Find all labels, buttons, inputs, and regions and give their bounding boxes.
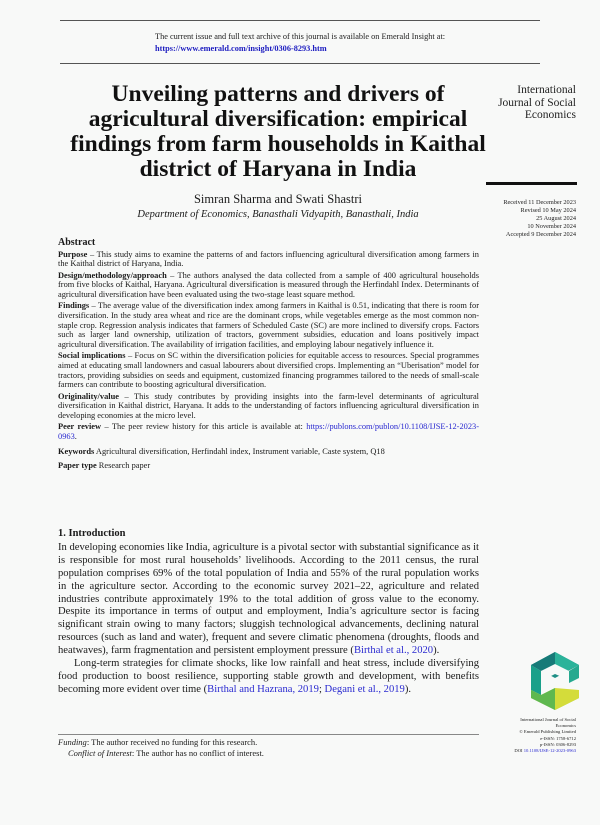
date-revised: 10 November 2024 [527, 223, 576, 230]
journal-archive-link[interactable]: https://www.emerald.com/insight/0306-8293.htm [155, 44, 327, 53]
journal-name-line: Journal of Social [498, 96, 576, 109]
date-revised: 25 August 2024 [536, 215, 576, 222]
keywords: Keywords Agricultural diversification, Herfindahl index, Instrument variable, Caste system, Q18 [58, 446, 385, 456]
conflict-note: Conflict of Interest: The author has no conflict of interest. [68, 748, 264, 758]
intro-paragraph: In developing economies like India, agriculture is a pivotal sector with substantial significance as it is responsible for most rural households’ livelihoods. According to the 2011 census, the rural population comprises 69% of the total population of India and 55% of the rural population works in the agriculture sector. According to the economic survey 2021–22, agriculture and related industries contribute approximately 19% to the total addition of gross value to the economy. Despite its importance in terms of output and employment, India’s agriculture sector is facing significant strain owing to many factors; sluggish technological advancements, declining natural resources (such as land and water), frequent and severe climatic phenomena (droughts, floods and heatwaves), farm fragmentation and persistent employment pressure (Birthal et al., 2020). [58, 541, 479, 657]
imprint-doi: DOI 10.1108/IJSE-12-2023-0963 [514, 748, 576, 754]
date-revised: Revised 10 May 2024 [520, 207, 576, 214]
footnotes [58, 737, 479, 759]
article-history-dates [480, 199, 576, 239]
abstract-social-implications: Social implications – Focus on SC within the diversification policies for equitable access to resources. Special programmes aimed at educating small landowners and casual labourers about diversified crops. Implementing an “Uberisation” model for tractors, providing subsidies on seeds and equipment, customized financing programmes tailored to the needs of small-scale farmers can contribute to boosting agricultural diversification. [58, 351, 479, 390]
imprint-line: Economics [555, 723, 576, 729]
journal-name [480, 84, 576, 122]
banner-bottom-rule [60, 63, 540, 64]
date-received: Received 11 December 2023 [503, 199, 576, 206]
imprint-line: International Journal of Social [520, 717, 576, 722]
emerald-logo-icon [527, 650, 583, 712]
journal-divider [486, 182, 577, 185]
imprint-line: e-ISSN: 1758-6712 [540, 735, 576, 741]
imprint-line: p-ISSN: 0306-8293 [539, 741, 576, 747]
imprint-line: © Emerald Publishing Limited [519, 729, 576, 735]
doi-link[interactable]: 10.1108/IJSE-12-2023-0963 [523, 748, 576, 754]
article-title: Unveiling patterns and drivers of agricultural diversification: empirical findings from farm households in Kaithal district of Haryana in India [70, 81, 486, 182]
citation-link[interactable]: Degani et al., 2019 [324, 683, 405, 695]
banner-text: The current issue and full text archive of this journal is available on Emerald Insight at: [155, 32, 446, 41]
abstract-design: Design/methodology/approach – The authors analysed the data collected from a sample of 400 agricultural households from five blocks of Kaithal, Haryana. Agricultural diversification is measured through the Herfindahl Index. Determinants of agricultural diversification have been evaluated using the two-stage least square method. [58, 270, 479, 300]
intro-paragraph: Long-term strategies for climate shocks, like low rainfall and heat stress, include diversifying food production to boost resilience, supporting stable growth and development, with benefits becoming more evident over time (Birthal and Hazrana, 2019; Degani et al., 2019). [58, 658, 479, 695]
abstract-purpose: Purpose – This study aims to examine the patterns of and factors influencing agricultural diversification among farmers in the Kaithal district of Haryana, India. [58, 249, 479, 269]
abstract-findings: Findings – The average value of the diversification index among farmers in Kaithal is 0.51, indicating that there is room for diversification. In the study area wheat and rice are the dominant crops, while vegetables emerge as the most common non-staple crop. Regression analysis indicates that farmers of Scheduled Caste (SC) are more inclined to diversify crops. Factors such as larger land ownership, utilization of tractors, government subsidies, education and loans positively impact agricultural diversification. The availability of irrigation facilities, and employing labour negatively influence it. [58, 301, 479, 350]
citation-link[interactable]: Birthal et al., 2020 [353, 645, 434, 657]
availability-banner [155, 31, 535, 55]
publisher-imprint [490, 717, 576, 754]
abstract-originality: Originality/value – This study contributes by providing insights into the farm-level determinants of agricultural diversification in Kaithal district, Haryana. It adds to the understanding of factors influencing agricultural diversification in developing economies at the micro level. [58, 391, 479, 420]
paper-type: Paper type Research paper [58, 461, 151, 471]
peer-review-link[interactable]: https://publons.com/publon/10.1108/IJSE-12-2023-0963 [58, 422, 479, 441]
author-affiliation: Department of Economics, Banasthali Vidyapith, Banasthali, India [137, 209, 419, 220]
footnote-rule [58, 734, 479, 735]
article-authors: Simran Sharma and Swati Shastri [193, 192, 363, 206]
journal-name-line: Economics [524, 109, 576, 121]
introduction-heading: 1. Introduction [58, 528, 126, 539]
abstract-peer-review: Peer review – The peer review history for this article is available at: https://publons.com/publon/10.1108/IJSE-12-2023-0963. [58, 422, 479, 441]
citation-link[interactable]: Birthal and Hazrana, 2019 [207, 683, 319, 695]
introduction-section [58, 528, 479, 697]
abstract-heading: Abstract [58, 237, 96, 248]
logo-facet [555, 688, 579, 710]
abstract-section [58, 238, 479, 472]
funding-note: Funding: The author received no funding for this research. [58, 737, 258, 747]
journal-name-line: International [517, 84, 576, 96]
date-accepted: Accepted 9 December 2024 [505, 231, 576, 238]
banner-top-rule [60, 20, 540, 21]
